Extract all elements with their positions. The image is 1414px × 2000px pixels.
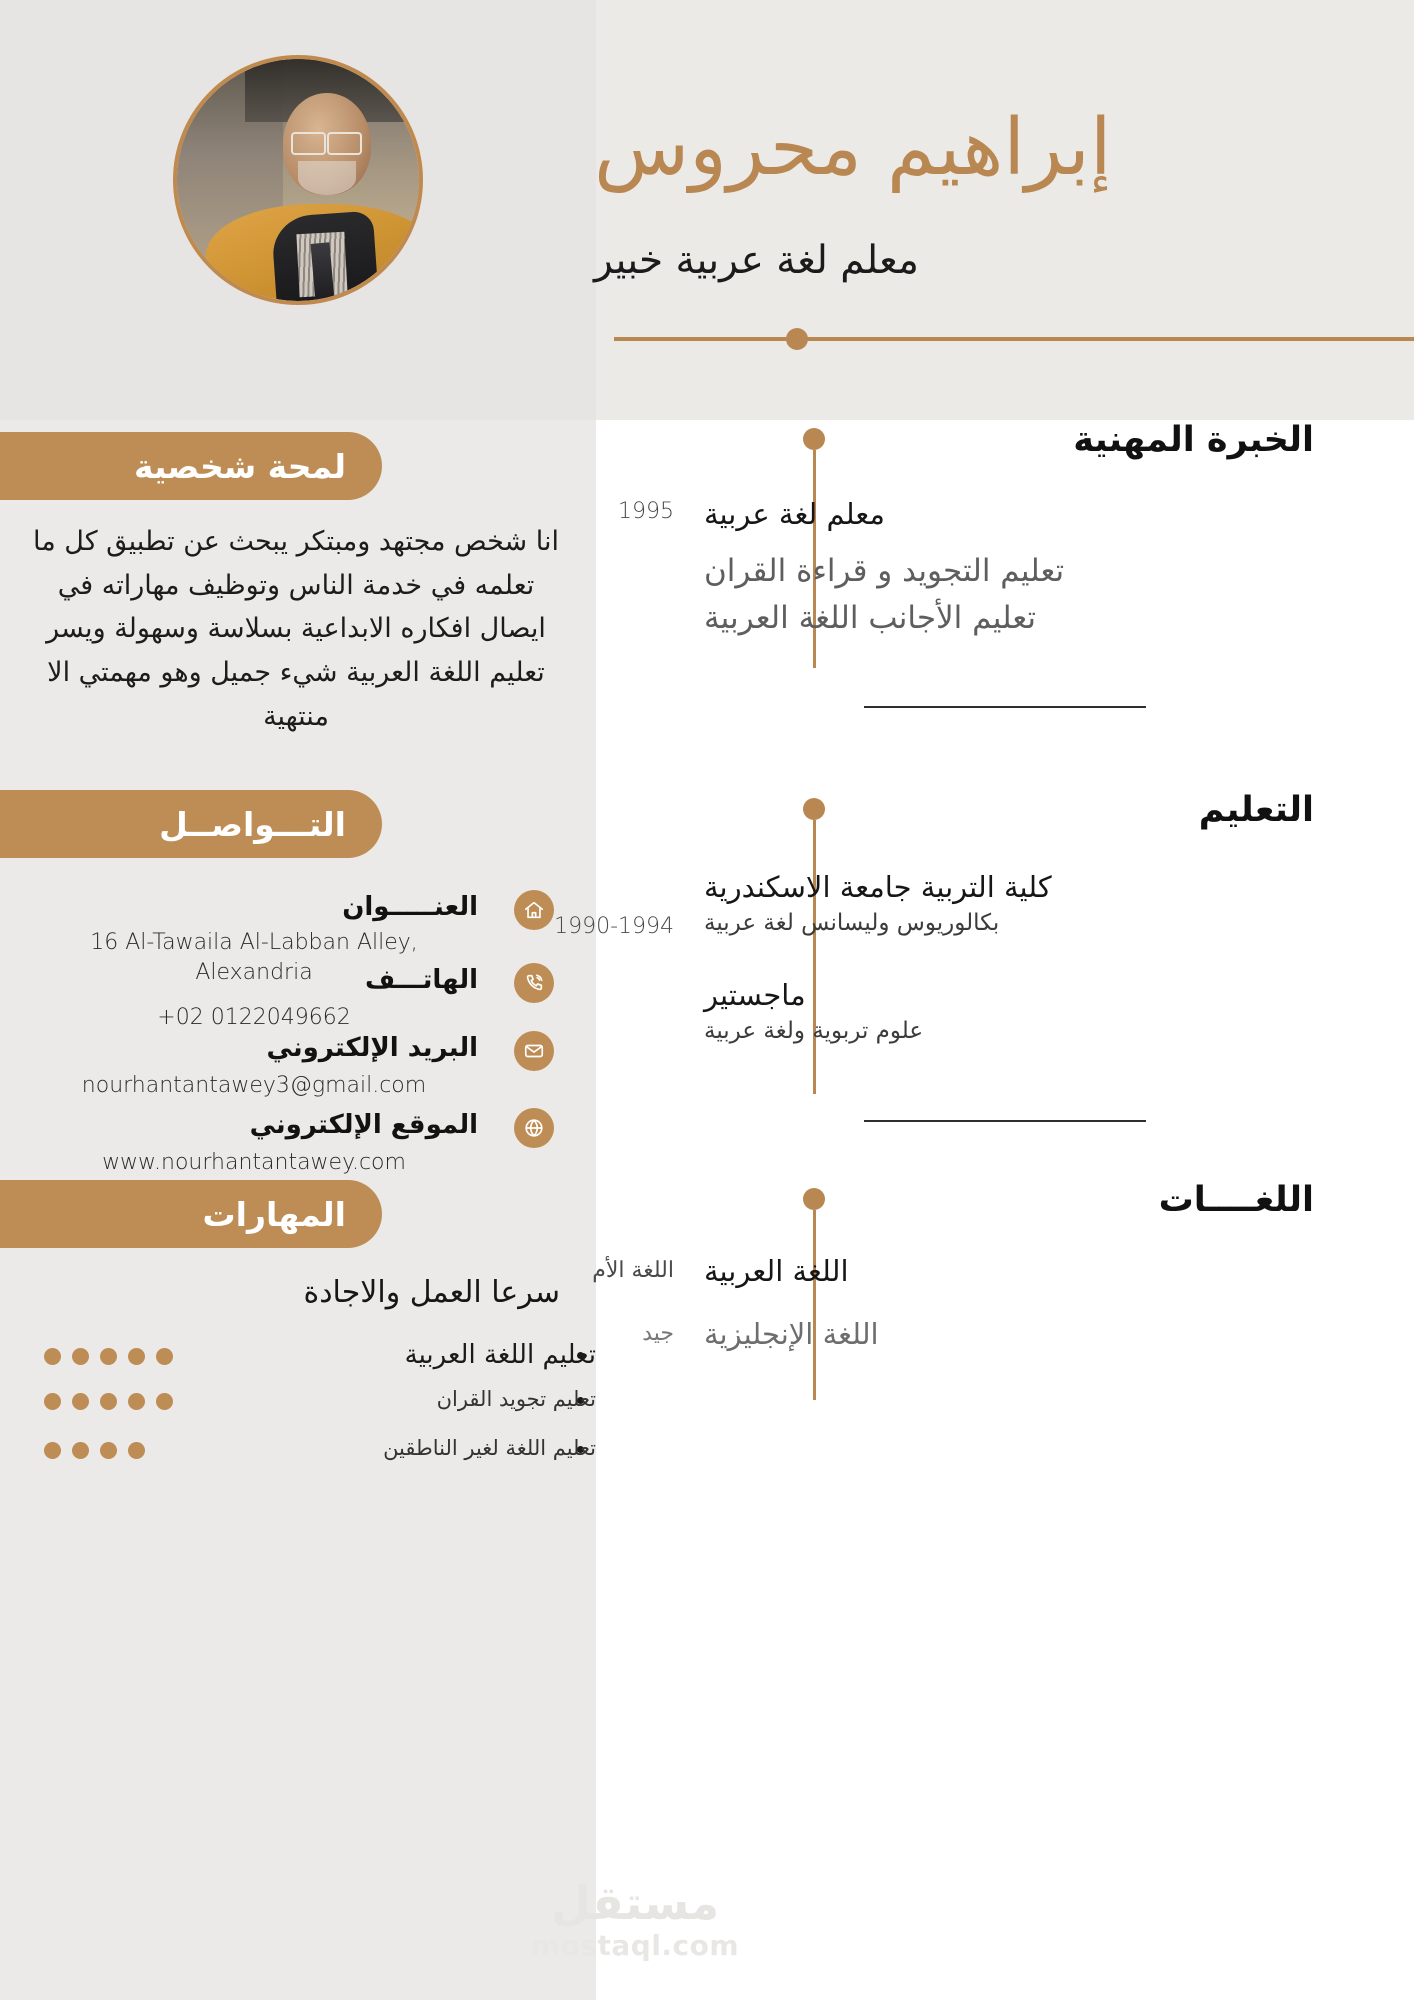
language-name: اللغة الإنجليزية <box>704 1317 879 1351</box>
contact-label-address: العنـــــوان <box>342 892 478 922</box>
language-name: اللغة العربية <box>704 1254 849 1288</box>
timeline-dot-icon <box>803 428 825 450</box>
experience-detail: تعليم الأجانب اللغة العربية <box>704 599 1036 636</box>
education-degree: علوم تربوية ولغة عربية <box>704 1018 924 1045</box>
section-divider <box>864 1120 1146 1122</box>
section-header-languages <box>596 1180 1414 1240</box>
contact-label-phone: الهاتـــف <box>365 965 478 995</box>
contact-label-email: البريد الإلكتروني <box>266 1033 478 1063</box>
skill-item <box>0 1436 596 1476</box>
skill-label: تعليم تجويد القران <box>436 1387 596 1411</box>
skill-rating-dots <box>44 1348 173 1365</box>
skills-pill-label: المهارات <box>202 1194 346 1234</box>
sidebar-section-profile-header <box>0 432 382 500</box>
education-school: ماجستير <box>704 978 806 1012</box>
contact-row-phone[interactable] <box>0 963 596 1041</box>
watermark-latin: mostaql.com <box>530 1929 740 1962</box>
contact-value-website: www.nourhantantawey.com <box>102 1150 406 1175</box>
education-date: 1990-1994 <box>554 914 674 939</box>
language-level: جيد <box>642 1321 674 1346</box>
main-content <box>554 420 1414 2000</box>
timeline-dot-icon <box>803 798 825 820</box>
skill-label: تعليم اللغة العربية <box>404 1340 596 1370</box>
skill-rating-dots <box>44 1442 145 1459</box>
header-name-panel <box>596 0 1414 420</box>
watermark <box>470 1876 800 1965</box>
globe-icon <box>514 1108 554 1148</box>
sidebar <box>0 420 596 2000</box>
envelope-icon <box>514 1031 554 1071</box>
job-title: معلم لغة عربية خبير <box>594 238 919 283</box>
language-level: اللغة الأم <box>592 1258 674 1283</box>
avatar-image <box>177 59 419 301</box>
header <box>0 0 1414 420</box>
section-divider <box>864 706 1146 708</box>
contact-label-website: الموقع الإلكتروني <box>249 1110 478 1140</box>
timeline-dot-icon <box>803 1188 825 1210</box>
profile-pill-label: لمحة شخصية <box>133 446 346 486</box>
header-divider-rule <box>614 337 1414 341</box>
contact-value-address: 16 Al-Tawaila Al-Labban Alley, Alexandria <box>90 930 418 985</box>
skill-label: تعليم اللغة لغير الناطقين <box>383 1436 596 1460</box>
timeline-line <box>813 1210 816 1400</box>
section-header-experience <box>596 420 1414 480</box>
contact-row-website[interactable] <box>0 1108 596 1186</box>
education-degree: بكالوريوس وليسانس لغة عربية <box>704 910 1000 937</box>
section-title-languages: اللغــــات <box>1158 1180 1314 1220</box>
skills-headline: سرعا العمل والاجادة <box>303 1275 560 1310</box>
contact-value-phone: +02 0122049662 <box>157 1005 351 1030</box>
section-languages <box>592 1180 1414 1351</box>
timeline-line <box>813 820 816 1094</box>
section-title-experience: الخبرة المهنية <box>1073 420 1314 460</box>
experience-role: معلم لغة عربية <box>704 497 885 531</box>
skill-item <box>0 1340 596 1380</box>
section-title-education: التعليم <box>1198 790 1314 830</box>
profile-summary-text: انا شخص مجتهد ومبتكر يبحث عن تطبيق كل ما تعلمه في خدمة الناس وتوظيف مهاراته في ايصال افكاره الابداعية بسلاسة وسهولة ويسر تعليم اللغة العربية شيء جميل وهو مهمتي الا منتهية <box>32 526 560 732</box>
skill-rating-dots <box>44 1393 173 1410</box>
header-divider-dot <box>786 328 808 350</box>
contact-pill-label: التـــواصــل <box>159 804 346 844</box>
education-school: كلية التربية جامعة الاسكندرية <box>704 870 1052 904</box>
section-experience <box>596 420 1414 636</box>
contact-value-email: nourhantantawey3@gmail.com <box>81 1073 427 1098</box>
watermark-arabic: مستقل <box>550 1876 720 1930</box>
sidebar-section-skills-header <box>0 1180 382 1248</box>
phone-icon <box>514 963 554 1003</box>
experience-detail: تعليم التجويد و قراءة القران <box>704 553 1065 590</box>
section-header-education <box>596 790 1414 850</box>
section-education <box>554 790 1414 1045</box>
experience-date: 1995 <box>618 499 674 524</box>
skill-item <box>0 1387 596 1427</box>
sidebar-section-contact-header <box>0 790 382 858</box>
page-title: إبراهيم محروس <box>594 103 1112 193</box>
contact-row-email[interactable] <box>0 1031 596 1109</box>
avatar <box>173 55 423 305</box>
